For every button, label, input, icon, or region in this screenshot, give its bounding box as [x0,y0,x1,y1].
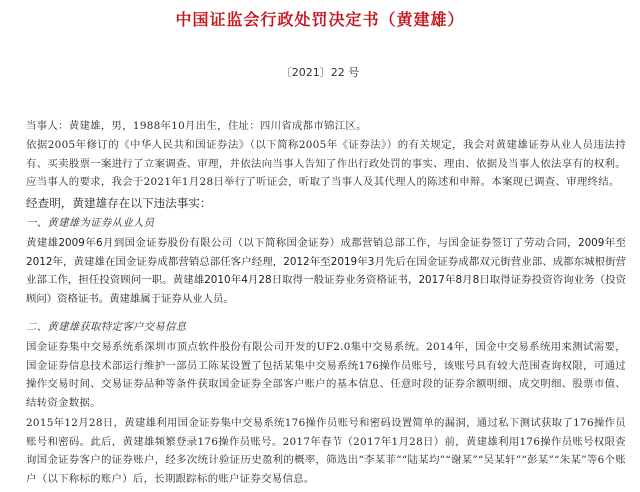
section-1-paragraph: 黄建雄2009年6月到国金证券股份有限公司（以下简称国金证券）成都营销总部工作，与国金证券签订了劳动合同，2009年至2012年，黄建雄在国金证券成都营销总部任客户经理，2012年至2019年3月先后在国金证券成都双元街营业部、成都东城根街营业部工作，担任投资顾问一职。黄建雄2010年4月28日取得一般证券业务资格证书，2017年8月8日取得证券投资咨询业务（投资顾问）资格证书。黄建雄属于证券从业人员。 [26,237,626,305]
document-number: 〔2021〕22 号 [280,66,360,79]
intro-paragraph: 依据2005年修订的《中华人民共和国证券法》（以下简称2005年《证券法》）的有关规定，我会对黄建雄证券从业人员违法持有、买卖股票一案进行了立案调查、审理，并依法向当事人告知了作出行政处罚的事实、理由、依据及当事人依法享有的权利。应当事人的要求，我会于2021年1月28日举行了听证会，听取了当事人及其代理人的陈述和申辩。本案现已调查、审理终结。 [26,139,626,188]
finding-intro: 经查明，黄建雄存在以下违法事实： [26,196,212,210]
section-2-heading: 二、黄建雄获取特定客户交易信息 [26,321,187,333]
document-title: 中国证监会行政处罚决定书（黄建雄） [175,10,465,29]
party-info: 当事人：黄建雄，男，1988年10月出生，住址：四川省成都市锦江区。 [26,120,367,132]
section-1-heading: 一、黄建雄为证券从业人员 [26,217,155,229]
section-2-paragraph-2: 2015年12月28日，黄建雄利用国金证券集中交易系统176操作员账号和密码设置简单的漏洞，通过私下测试获取了176操作员账号和密码。此后，黄建雄频繁登录176操作员账号。2017年春节（2017年1月28日）前，黄建雄利用176操作员账号权限查询国金证券客户的证券账户，经多次统计验证历史盈利的概率，筛选出“李某菲”“陆某均”“谢某”“吴某轩”“彭某”“朱某”等6个账户（以下称标的账户）后，长期跟踪标的账户证券交易信息。 [26,417,626,485]
section-2-paragraph-1: 国金证券集中交易系统系深圳市顶点软件股份有限公司开发的UF2.0集中交易系统。2014年，国金中交易系统用来测试需要，国金证券信息技术部运行维护一部员工陈某设置了包括某集中交易系统176操作员账号，该账号具有较大范围查询权限，可通过操作交易时间、交易证券品种等条件获取国金证券全部客户账户的基本信息、任意时段的证券余额明细、成交明细、股票市值、结转资金数据。 [26,341,626,409]
